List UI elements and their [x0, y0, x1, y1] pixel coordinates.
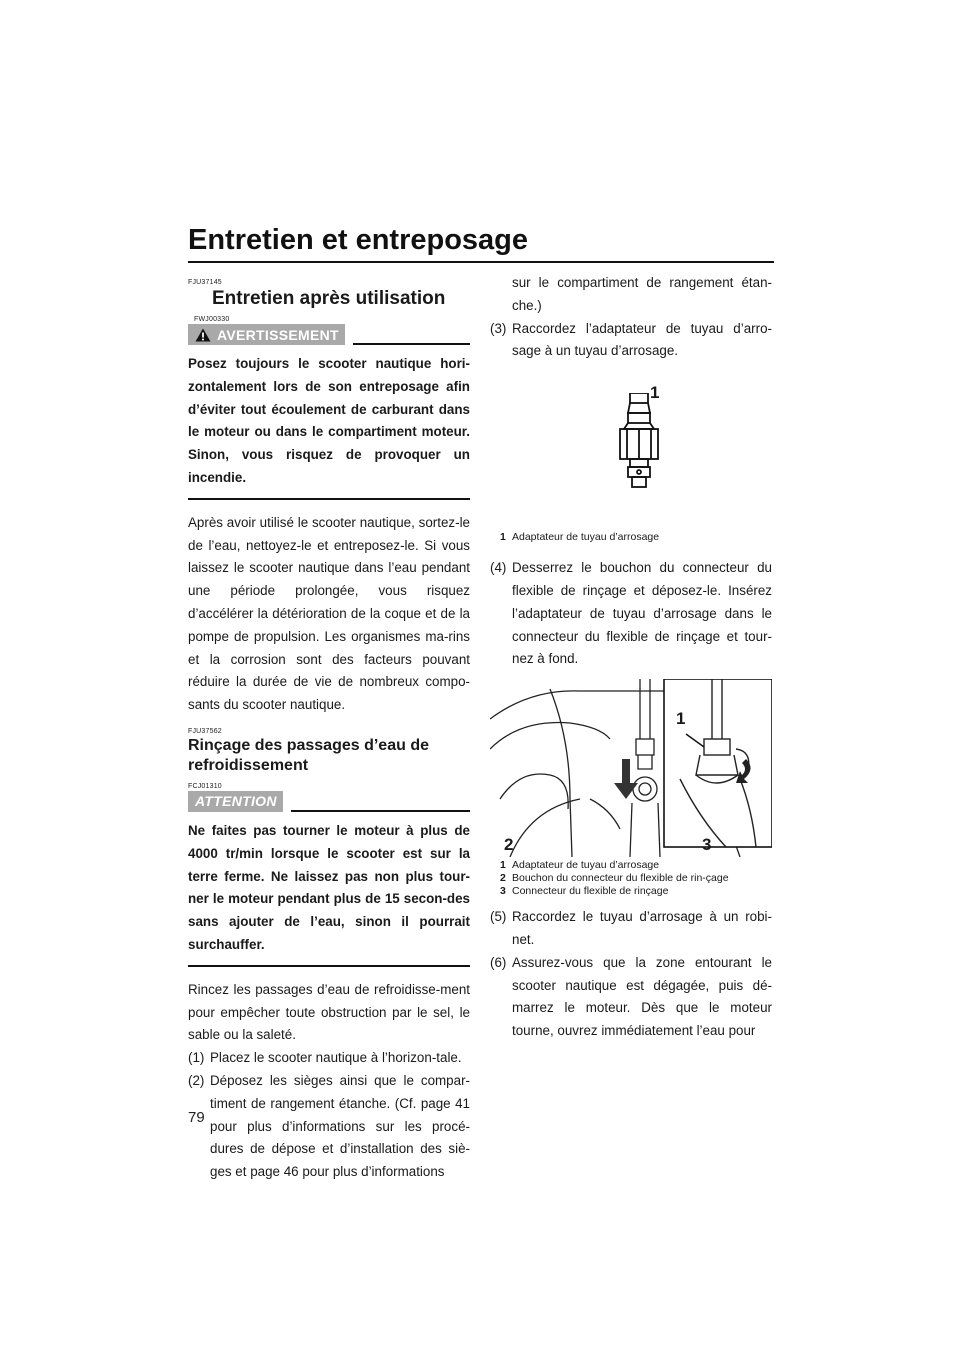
list-item: (3) Raccordez l’adaptateur de tuyau d’arro-sage à un tuyau d’arrosage. — [490, 320, 772, 359]
list-item: (2) Déposez les sièges ainsi que le compar-timent de rangement étanche. (Cf. page 41 pour plus d’informations sur les procé-dures de dépose et d’installation des siè-ges et page 46 pour plus d’informations — [188, 1072, 470, 1180]
figure2-caption: 1 Adaptateur de tuyau d’arrosage — [500, 859, 660, 872]
figure-hose-adapter — [490, 363, 772, 551]
figure-flush-connector — [490, 679, 772, 857]
step2-continued: sur le compartiment de rangement étan-che.) — [512, 275, 772, 313]
attention-label-row — [188, 791, 470, 812]
figure1-caption: 1 Adaptateur de tuyau d’arrosage — [500, 531, 660, 544]
header-rule — [188, 261, 774, 263]
step4-list — [490, 557, 772, 671]
attention-label: ATTENTION — [195, 793, 277, 810]
list-item: (1) Placez le scooter nautique à l’horizon-tale. — [188, 1050, 462, 1066]
list-item: (6) Assurez-vous que la zone entourant le scooter nautique est dégagée, puis dé-marrez le moteur. Dès que le moteur tourne, ouvrez immédiatement l’eau pour — [490, 954, 772, 1039]
warning-code: FWJ00330 — [194, 316, 230, 323]
page-header-title: Entretien et entreposage — [188, 224, 529, 256]
section-intro: Après avoir utilisé le scooter nautique, sortez-le de l’eau, nettoyez-le et entreposez-le. Si vous laissez le scooter nautique dans l’eau pendant une période prolongée, vous risquez d’accélérer la détérioration de la coque et de la pompe de propulsion. Les organismes ma-rins et la corrosion sont des facteurs pouvant réduire la durée de vie de nombreux compo-sants du scooter nautique. — [188, 514, 470, 713]
steps-right-list — [490, 906, 772, 1043]
left-column — [188, 272, 470, 1184]
figure2-caption: 2 Bouchon du connecteur du flexible de rin-çage — [500, 872, 729, 885]
flush-connector-illustration — [490, 679, 772, 857]
attention-code: FCJ01310 — [188, 782, 222, 790]
section-title: Entretien après utilisation — [212, 288, 446, 309]
subsection-title: Rinçage des passages d’eau de refroidissement — [188, 736, 429, 774]
warning-end-rule — [188, 498, 470, 500]
figure2-label-2: 2 — [504, 835, 514, 855]
section-code: FJU37145 — [188, 279, 222, 286]
subsection-code: FJU37562 — [188, 727, 222, 735]
warning-label-row — [188, 324, 470, 345]
figure2-caption: 3 Connecteur du flexible de rinçage — [500, 885, 669, 898]
list-item: (5) Raccordez le tuyau d’arrosage à un robi-net. — [490, 909, 772, 947]
warning-label: AVERTISSEMENT — [217, 326, 339, 343]
subsection-intro: Rincez les passages d’eau de refroidisse-ment pour empêcher toute obstruction par le sel, le sable ou la saleté. — [188, 981, 470, 1043]
warning-triangle-icon — [195, 328, 211, 342]
warning-rule — [353, 343, 470, 345]
figure1-label: 1 — [650, 383, 660, 403]
attention-text: Ne faites pas tourner le moteur à plus de 4000 tr/min lorsque le scooter est sur la terre ferme. Ne laissez pas non plus tour-ner le moteur pendant plus de 15 secon-des sans ajouter de l’eau, sinon il pourrait surchauffer. — [188, 822, 470, 952]
attention-end-rule — [188, 965, 470, 967]
page-number: 79 — [188, 1109, 205, 1126]
figure2-label-3: 3 — [702, 835, 712, 855]
attention-rule — [291, 810, 470, 812]
figure2-captions — [500, 859, 772, 898]
warning-text: Posez toujours le scooter nautique hori-zontalement lors de son entreposage afin d’éviter tout écoulement de carburant dans le moteur ou dans le compartiment moteur. Sinon, vous risquez de provoquer un incendie. — [188, 356, 470, 485]
list-item: (4) Desserrez le bouchon du connecteur du flexible de rinçage et déposez-le. Insérez l’adaptateur de tuyau d’arrosage dans le connecteur du flexible de rinçage et tour-nez à fond. — [490, 560, 772, 667]
warning-badge — [188, 324, 345, 345]
step3-list — [490, 318, 772, 364]
attention-badge — [188, 791, 283, 812]
steps-left-list — [188, 1047, 470, 1184]
figure2-label-1: 1 — [676, 709, 686, 729]
right-column — [490, 272, 772, 1043]
hose-adapter-illustration — [600, 393, 680, 503]
